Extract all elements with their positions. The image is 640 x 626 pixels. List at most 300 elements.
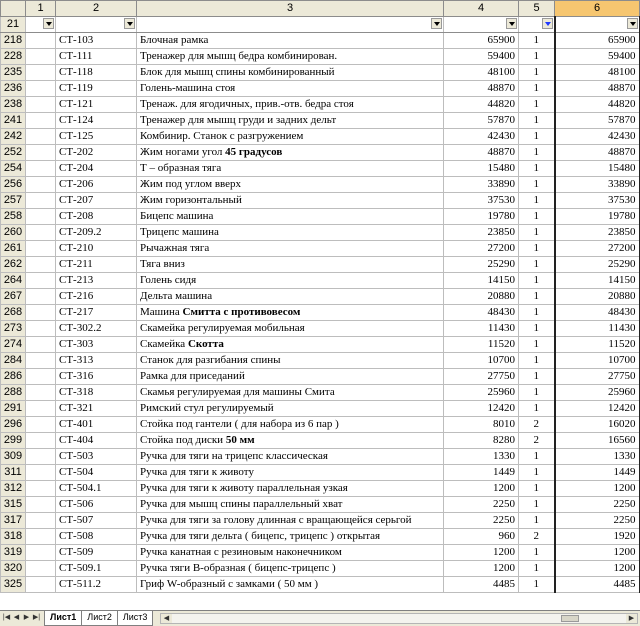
cell-qty[interactable]: 1 xyxy=(519,481,555,497)
cell-name[interactable] xyxy=(137,465,444,481)
cell-price[interactable]: 25960 xyxy=(444,385,519,401)
cell-price[interactable]: 1330 xyxy=(444,449,519,465)
cell-name-text: Жим горизонтальный xyxy=(140,194,242,206)
row-header[interactable]: 318 xyxy=(1,529,26,545)
cell-price[interactable]: 33890 xyxy=(444,177,519,193)
row-header[interactable]: 236 xyxy=(1,81,26,97)
cell-total[interactable]: 1200 xyxy=(555,481,640,497)
row-header[interactable]: 325 xyxy=(1,577,26,593)
cell-empty[interactable] xyxy=(26,305,56,321)
row-header[interactable]: 254 xyxy=(1,161,26,177)
cell-qty[interactable]: 1 xyxy=(519,289,555,305)
cell-code[interactable]: СТ-318 xyxy=(56,385,137,401)
cell-code[interactable]: СТ-118 xyxy=(56,65,137,81)
cell-price[interactable]: 15480 xyxy=(444,161,519,177)
cell-empty[interactable] xyxy=(26,193,56,209)
row-header[interactable]: 317 xyxy=(1,513,26,529)
cell-empty[interactable] xyxy=(26,321,56,337)
cell-name[interactable] xyxy=(137,449,444,465)
cell-name[interactable] xyxy=(137,193,444,209)
cell-total[interactable]: 48870 xyxy=(555,145,640,161)
cell-total[interactable]: 14150 xyxy=(555,273,640,289)
row-header[interactable]: 238 xyxy=(1,97,26,113)
cell-empty[interactable] xyxy=(26,49,56,65)
cell-code[interactable]: СТ-103 xyxy=(56,33,137,49)
cell-name-text: Дельта машина xyxy=(140,290,213,302)
cell-price[interactable]: 1200 xyxy=(444,545,519,561)
table-row xyxy=(1,481,640,497)
cell-empty[interactable] xyxy=(26,545,56,561)
cell-name-text: Ручка канатная с резиновым наконечником xyxy=(140,546,342,558)
cell-qty[interactable]: 1 xyxy=(519,273,555,289)
cell-qty[interactable]: 1 xyxy=(519,385,555,401)
cell-qty[interactable]: 1 xyxy=(519,369,555,385)
cell-total[interactable]: 20880 xyxy=(555,289,640,305)
cell-code[interactable]: СТ-124 xyxy=(56,113,137,129)
filter-dropdown-icon[interactable] xyxy=(43,18,54,29)
cell-qty[interactable]: 1 xyxy=(519,321,555,337)
cell-empty[interactable] xyxy=(26,257,56,273)
column-header-5[interactable]: 5 xyxy=(519,1,555,17)
horizontal-scrollbar[interactable] xyxy=(160,613,638,624)
cell-qty[interactable]: 1 xyxy=(519,129,555,145)
row-header[interactable]: 267 xyxy=(1,289,26,305)
cell-name-text: Ручка для тяги на трицепс классическая xyxy=(140,450,328,462)
table-row xyxy=(1,257,640,273)
cell-code[interactable]: СТ-316 xyxy=(56,369,137,385)
cell-code[interactable]: СТ-125 xyxy=(56,129,137,145)
cell-code[interactable]: СТ-121 xyxy=(56,97,137,113)
cell-empty[interactable] xyxy=(26,33,56,49)
cell-qty[interactable]: 1 xyxy=(519,337,555,353)
cell-empty[interactable] xyxy=(26,337,56,353)
column-header-4[interactable]: 4 xyxy=(444,1,519,17)
filter-active-dropdown-icon[interactable] xyxy=(542,18,553,29)
cell-name[interactable] xyxy=(137,65,444,81)
cell-code[interactable]: СТ-401 xyxy=(56,417,137,433)
cell-total[interactable]: 59400 xyxy=(555,49,640,65)
row-header[interactable]: 288 xyxy=(1,385,26,401)
cell-total[interactable]: 37530 xyxy=(555,193,640,209)
cell-empty[interactable] xyxy=(26,209,56,225)
cell-qty[interactable]: 1 xyxy=(519,225,555,241)
cell-name[interactable] xyxy=(137,369,444,385)
cell-total[interactable]: 2250 xyxy=(555,497,640,513)
cell-empty[interactable] xyxy=(26,161,56,177)
cell-qty[interactable]: 2 xyxy=(519,529,555,545)
cell-code[interactable]: СТ-202 xyxy=(56,145,137,161)
cell-code[interactable]: СТ-210 xyxy=(56,241,137,257)
cell-total[interactable]: 48870 xyxy=(555,81,640,97)
cell-total[interactable]: 11520 xyxy=(555,337,640,353)
cell-code[interactable]: СТ-217 xyxy=(56,305,137,321)
cell-qty[interactable]: 1 xyxy=(519,65,555,81)
cell-qty[interactable]: 1 xyxy=(519,49,555,65)
table-row xyxy=(1,513,640,529)
table-row xyxy=(1,49,640,65)
row-header[interactable]: 257 xyxy=(1,193,26,209)
cell-price[interactable]: 20880 xyxy=(444,289,519,305)
row-header[interactable]: 291 xyxy=(1,401,26,417)
cell-price[interactable]: 27750 xyxy=(444,369,519,385)
cell-empty[interactable] xyxy=(26,113,56,129)
cell-name[interactable] xyxy=(137,289,444,305)
cell-qty[interactable]: 1 xyxy=(519,353,555,369)
cell-name[interactable] xyxy=(137,481,444,497)
row-header[interactable]: 256 xyxy=(1,177,26,193)
cell-price[interactable]: 37530 xyxy=(444,193,519,209)
cell-qty[interactable]: 2 xyxy=(519,433,555,449)
row-header[interactable]: 273 xyxy=(1,321,26,337)
cell-name[interactable] xyxy=(137,545,444,561)
row-header[interactable]: 241 xyxy=(1,113,26,129)
cell-price[interactable]: 25290 xyxy=(444,257,519,273)
cell-empty[interactable] xyxy=(26,241,56,257)
cell-qty[interactable]: 1 xyxy=(519,449,555,465)
cell-code[interactable]: СТ-504.1 xyxy=(56,481,137,497)
cell-name-bold-text: 50 мм xyxy=(225,434,255,446)
cell-name-text: Бицепс машина xyxy=(140,210,214,222)
cell-qty[interactable]: 1 xyxy=(519,257,555,273)
cell-code[interactable]: СТ-111 xyxy=(56,49,137,65)
cell-total[interactable]: 42430 xyxy=(555,129,640,145)
cell-total[interactable]: 48100 xyxy=(555,65,640,81)
cell-empty[interactable] xyxy=(26,417,56,433)
cell-code[interactable]: СТ-303 xyxy=(56,337,137,353)
cell-qty[interactable]: 1 xyxy=(519,193,555,209)
cell-code[interactable]: СТ-313 xyxy=(56,353,137,369)
cell-price[interactable]: 8280 xyxy=(444,433,519,449)
cell-name[interactable] xyxy=(137,385,444,401)
filter-cell-1 xyxy=(26,17,56,33)
cell-name[interactable] xyxy=(137,273,444,289)
cell-empty[interactable] xyxy=(26,225,56,241)
prev-sheet-icon[interactable]: ◀ xyxy=(13,614,20,621)
cell-code[interactable]: СТ-207 xyxy=(56,193,137,209)
row-header[interactable]: 320 xyxy=(1,561,26,577)
cell-price[interactable]: 19780 xyxy=(444,209,519,225)
cell-code[interactable]: СТ-302.2 xyxy=(56,321,137,337)
cell-code[interactable]: СТ-119 xyxy=(56,81,137,97)
cell-code[interactable]: СТ-504 xyxy=(56,465,137,481)
sheet-tab-3[interactable]: Лист3 xyxy=(117,611,154,626)
cell-total[interactable]: 12420 xyxy=(555,401,640,417)
cell-empty[interactable] xyxy=(26,97,56,113)
cell-price[interactable]: 11520 xyxy=(444,337,519,353)
table-row xyxy=(1,193,640,209)
cell-empty[interactable] xyxy=(26,289,56,305)
cell-price[interactable]: 8010 xyxy=(444,417,519,433)
cell-empty[interactable] xyxy=(26,273,56,289)
cell-qty[interactable]: 1 xyxy=(519,161,555,177)
cell-empty[interactable] xyxy=(26,401,56,417)
cell-total[interactable]: 1200 xyxy=(555,561,640,577)
cell-total[interactable]: 57870 xyxy=(555,113,640,129)
row-header[interactable]: 315 xyxy=(1,497,26,513)
cell-qty[interactable]: 1 xyxy=(519,401,555,417)
cell-qty[interactable]: 1 xyxy=(519,561,555,577)
cell-total[interactable]: 2250 xyxy=(555,513,640,529)
cell-name-text: Тренаж. для ягодичных, прив.-отв. бедра стоя xyxy=(140,98,354,110)
cell-total[interactable]: 23850 xyxy=(555,225,640,241)
cell-total[interactable]: 44820 xyxy=(555,97,640,113)
cell-name[interactable] xyxy=(137,113,444,129)
cell-total[interactable]: 27750 xyxy=(555,369,640,385)
cell-price[interactable]: 12420 xyxy=(444,401,519,417)
cell-qty[interactable]: 1 xyxy=(519,241,555,257)
select-all-corner[interactable] xyxy=(1,1,26,17)
cell-name[interactable] xyxy=(137,561,444,577)
next-sheet-icon[interactable]: ▶ xyxy=(23,614,30,621)
cell-qty[interactable]: 1 xyxy=(519,177,555,193)
row-header[interactable]: 268 xyxy=(1,305,26,321)
column-header-6[interactable]: 6 xyxy=(555,1,640,17)
row-header[interactable]: 286 xyxy=(1,369,26,385)
cell-name[interactable] xyxy=(137,33,444,49)
cell-price[interactable]: 65900 xyxy=(444,33,519,49)
cell-code[interactable]: СТ-213 xyxy=(56,273,137,289)
cell-empty[interactable] xyxy=(26,385,56,401)
table-row xyxy=(1,561,640,577)
cell-price[interactable]: 11430 xyxy=(444,321,519,337)
cell-name[interactable] xyxy=(137,49,444,65)
cell-empty[interactable] xyxy=(26,177,56,193)
cell-name[interactable] xyxy=(137,321,444,337)
cell-total[interactable]: 19780 xyxy=(555,209,640,225)
cell-code[interactable]: СТ-208 xyxy=(56,209,137,225)
row-header[interactable]: 218 xyxy=(1,33,26,49)
row-header[interactable]: 309 xyxy=(1,449,26,465)
cell-price[interactable]: 1200 xyxy=(444,561,519,577)
cell-empty[interactable] xyxy=(26,449,56,465)
cell-qty[interactable]: 1 xyxy=(519,513,555,529)
cell-name[interactable] xyxy=(137,401,444,417)
filter-dropdown-icon[interactable] xyxy=(627,18,638,29)
cell-price[interactable]: 48870 xyxy=(444,145,519,161)
cell-name[interactable] xyxy=(137,129,444,145)
cell-total[interactable]: 1449 xyxy=(555,465,640,481)
cell-qty[interactable]: 1 xyxy=(519,33,555,49)
cell-empty[interactable] xyxy=(26,529,56,545)
cell-price[interactable]: 57870 xyxy=(444,113,519,129)
cell-qty[interactable]: 1 xyxy=(519,577,555,593)
row-header[interactable]: 258 xyxy=(1,209,26,225)
column-header-1[interactable]: 1 xyxy=(26,1,56,17)
cell-price[interactable]: 48870 xyxy=(444,81,519,97)
cell-price[interactable]: 48430 xyxy=(444,305,519,321)
cell-qty[interactable]: 1 xyxy=(519,97,555,113)
cell-name[interactable] xyxy=(137,145,444,161)
cell-name[interactable] xyxy=(137,241,444,257)
cell-code[interactable]: СТ-507 xyxy=(56,513,137,529)
cell-name[interactable] xyxy=(137,529,444,545)
cell-price[interactable]: 2250 xyxy=(444,497,519,513)
cell-empty[interactable] xyxy=(26,81,56,97)
cell-price[interactable]: 23850 xyxy=(444,225,519,241)
cell-name-bold-text: Смитта с противовесом xyxy=(182,306,301,318)
cell-code[interactable]: СТ-404 xyxy=(56,433,137,449)
cell-name[interactable] xyxy=(137,225,444,241)
cell-name[interactable] xyxy=(137,161,444,177)
column-header-3[interactable]: 3 xyxy=(137,1,444,17)
cell-empty[interactable] xyxy=(26,129,56,145)
filter-dropdown-icon[interactable] xyxy=(431,18,442,29)
row-header[interactable]: 21 xyxy=(1,17,26,33)
cell-qty[interactable]: 1 xyxy=(519,545,555,561)
row-header[interactable]: 296 xyxy=(1,417,26,433)
cell-price[interactable]: 44820 xyxy=(444,97,519,113)
cell-total[interactable]: 16560 xyxy=(555,433,640,449)
cell-total[interactable]: 25960 xyxy=(555,385,640,401)
cell-code[interactable]: СТ-211 xyxy=(56,257,137,273)
cell-price[interactable]: 59400 xyxy=(444,49,519,65)
cell-name[interactable] xyxy=(137,353,444,369)
cell-code[interactable]: СТ-503 xyxy=(56,449,137,465)
table-row xyxy=(1,465,640,481)
cell-qty[interactable]: 1 xyxy=(519,305,555,321)
cell-code[interactable]: СТ-204 xyxy=(56,161,137,177)
cell-empty[interactable] xyxy=(26,65,56,81)
scroll-left-icon[interactable]: ◀ xyxy=(161,614,172,623)
sheet-tab-1[interactable]: Лист1 xyxy=(44,611,82,626)
cell-code[interactable]: СТ-509.1 xyxy=(56,561,137,577)
cell-total[interactable]: 16020 xyxy=(555,417,640,433)
row-header[interactable]: 284 xyxy=(1,353,26,369)
cell-name-text: Римский стул регулируемый xyxy=(140,402,274,414)
filter-dropdown-icon[interactable] xyxy=(506,18,517,29)
row-header[interactable]: 242 xyxy=(1,129,26,145)
cell-empty[interactable] xyxy=(26,465,56,481)
cell-code[interactable]: СТ-511.2 xyxy=(56,577,137,593)
cell-code[interactable]: СТ-321 xyxy=(56,401,137,417)
cell-empty[interactable] xyxy=(26,561,56,577)
cell-code[interactable]: СТ-206 xyxy=(56,177,137,193)
sheet-tab-2[interactable]: Лист2 xyxy=(81,611,118,626)
cell-name[interactable] xyxy=(137,81,444,97)
cell-qty[interactable]: 1 xyxy=(519,81,555,97)
cell-total[interactable]: 27200 xyxy=(555,241,640,257)
cell-name-bold-text: Скотта xyxy=(187,338,224,350)
cell-total[interactable]: 65900 xyxy=(555,33,640,49)
cell-qty[interactable]: 1 xyxy=(519,465,555,481)
cell-price[interactable]: 4485 xyxy=(444,577,519,593)
last-sheet-icon[interactable]: ▶| xyxy=(32,614,41,621)
row-header[interactable]: 319 xyxy=(1,545,26,561)
cell-name[interactable] xyxy=(137,433,444,449)
cell-code[interactable]: СТ-509 xyxy=(56,545,137,561)
cell-name-text: Ручка тяги В-образная ( бицепс-трицепс ) xyxy=(140,562,336,574)
filter-dropdown-icon[interactable] xyxy=(124,18,135,29)
cell-price[interactable]: 48100 xyxy=(444,65,519,81)
table-row xyxy=(1,225,640,241)
first-sheet-icon[interactable]: |◀ xyxy=(2,614,11,621)
row-header[interactable]: 274 xyxy=(1,337,26,353)
autofilter-row xyxy=(1,17,640,33)
cell-qty[interactable]: 1 xyxy=(519,145,555,161)
cell-name[interactable] xyxy=(137,337,444,353)
cell-name[interactable] xyxy=(137,257,444,273)
cell-name[interactable] xyxy=(137,305,444,321)
cell-empty[interactable] xyxy=(26,497,56,513)
cell-name[interactable] xyxy=(137,177,444,193)
cell-total[interactable]: 10700 xyxy=(555,353,640,369)
row-header[interactable]: 228 xyxy=(1,49,26,65)
row-header[interactable]: 235 xyxy=(1,65,26,81)
cell-qty[interactable]: 1 xyxy=(519,497,555,513)
cell-empty[interactable] xyxy=(26,353,56,369)
cell-total[interactable]: 1200 xyxy=(555,545,640,561)
cell-empty[interactable] xyxy=(26,513,56,529)
cell-total[interactable]: 1920 xyxy=(555,529,640,545)
row-header[interactable]: 261 xyxy=(1,241,26,257)
cell-total[interactable]: 4485 xyxy=(555,577,640,593)
row-header[interactable]: 311 xyxy=(1,465,26,481)
cell-empty[interactable] xyxy=(26,433,56,449)
cell-price[interactable]: 960 xyxy=(444,529,519,545)
cell-name[interactable] xyxy=(137,497,444,513)
cell-total[interactable]: 15480 xyxy=(555,161,640,177)
cell-price[interactable]: 42430 xyxy=(444,129,519,145)
cell-code[interactable]: СТ-209.2 xyxy=(56,225,137,241)
cell-empty[interactable] xyxy=(26,577,56,593)
cell-code[interactable]: СТ-216 xyxy=(56,289,137,305)
table-row xyxy=(1,497,640,513)
cell-name-text: Тяга вниз xyxy=(140,258,185,270)
cell-total[interactable]: 25290 xyxy=(555,257,640,273)
filter-cell-2 xyxy=(56,17,137,33)
cell-name-text: Стойка под гантели ( для набора из 6 пар ) xyxy=(140,418,339,430)
cell-name[interactable] xyxy=(137,513,444,529)
cell-empty[interactable] xyxy=(26,145,56,161)
cell-price[interactable]: 14150 xyxy=(444,273,519,289)
cell-qty[interactable]: 2 xyxy=(519,417,555,433)
cell-name[interactable] xyxy=(137,577,444,593)
cell-price[interactable]: 1200 xyxy=(444,481,519,497)
scroll-thumb[interactable] xyxy=(561,615,579,622)
row-header[interactable]: 252 xyxy=(1,145,26,161)
scroll-right-icon[interactable]: ▶ xyxy=(626,614,637,623)
cell-total[interactable]: 33890 xyxy=(555,177,640,193)
column-header-2[interactable]: 2 xyxy=(56,1,137,17)
column-header-row xyxy=(1,1,640,17)
cell-name[interactable] xyxy=(137,417,444,433)
cell-empty[interactable] xyxy=(26,369,56,385)
row-header[interactable]: 264 xyxy=(1,273,26,289)
row-header[interactable]: 260 xyxy=(1,225,26,241)
cell-qty[interactable]: 1 xyxy=(519,113,555,129)
sheet-tabs xyxy=(44,611,152,626)
cell-total[interactable]: 1330 xyxy=(555,449,640,465)
cell-empty[interactable] xyxy=(26,481,56,497)
cell-code[interactable]: СТ-508 xyxy=(56,529,137,545)
filter-cell-6 xyxy=(555,17,640,33)
cell-name[interactable] xyxy=(137,209,444,225)
cell-price[interactable]: 27200 xyxy=(444,241,519,257)
row-header[interactable]: 312 xyxy=(1,481,26,497)
cell-price[interactable]: 1449 xyxy=(444,465,519,481)
cell-total[interactable]: 11430 xyxy=(555,321,640,337)
cell-qty[interactable]: 1 xyxy=(519,209,555,225)
row-header[interactable]: 299 xyxy=(1,433,26,449)
cell-name[interactable] xyxy=(137,97,444,113)
table-row xyxy=(1,433,640,449)
cell-total[interactable]: 48430 xyxy=(555,305,640,321)
cell-code[interactable]: СТ-506 xyxy=(56,497,137,513)
cell-name-text: Рычажная тяга xyxy=(140,242,210,254)
cell-price[interactable]: 10700 xyxy=(444,353,519,369)
cell-price[interactable]: 2250 xyxy=(444,513,519,529)
row-header[interactable]: 262 xyxy=(1,257,26,273)
